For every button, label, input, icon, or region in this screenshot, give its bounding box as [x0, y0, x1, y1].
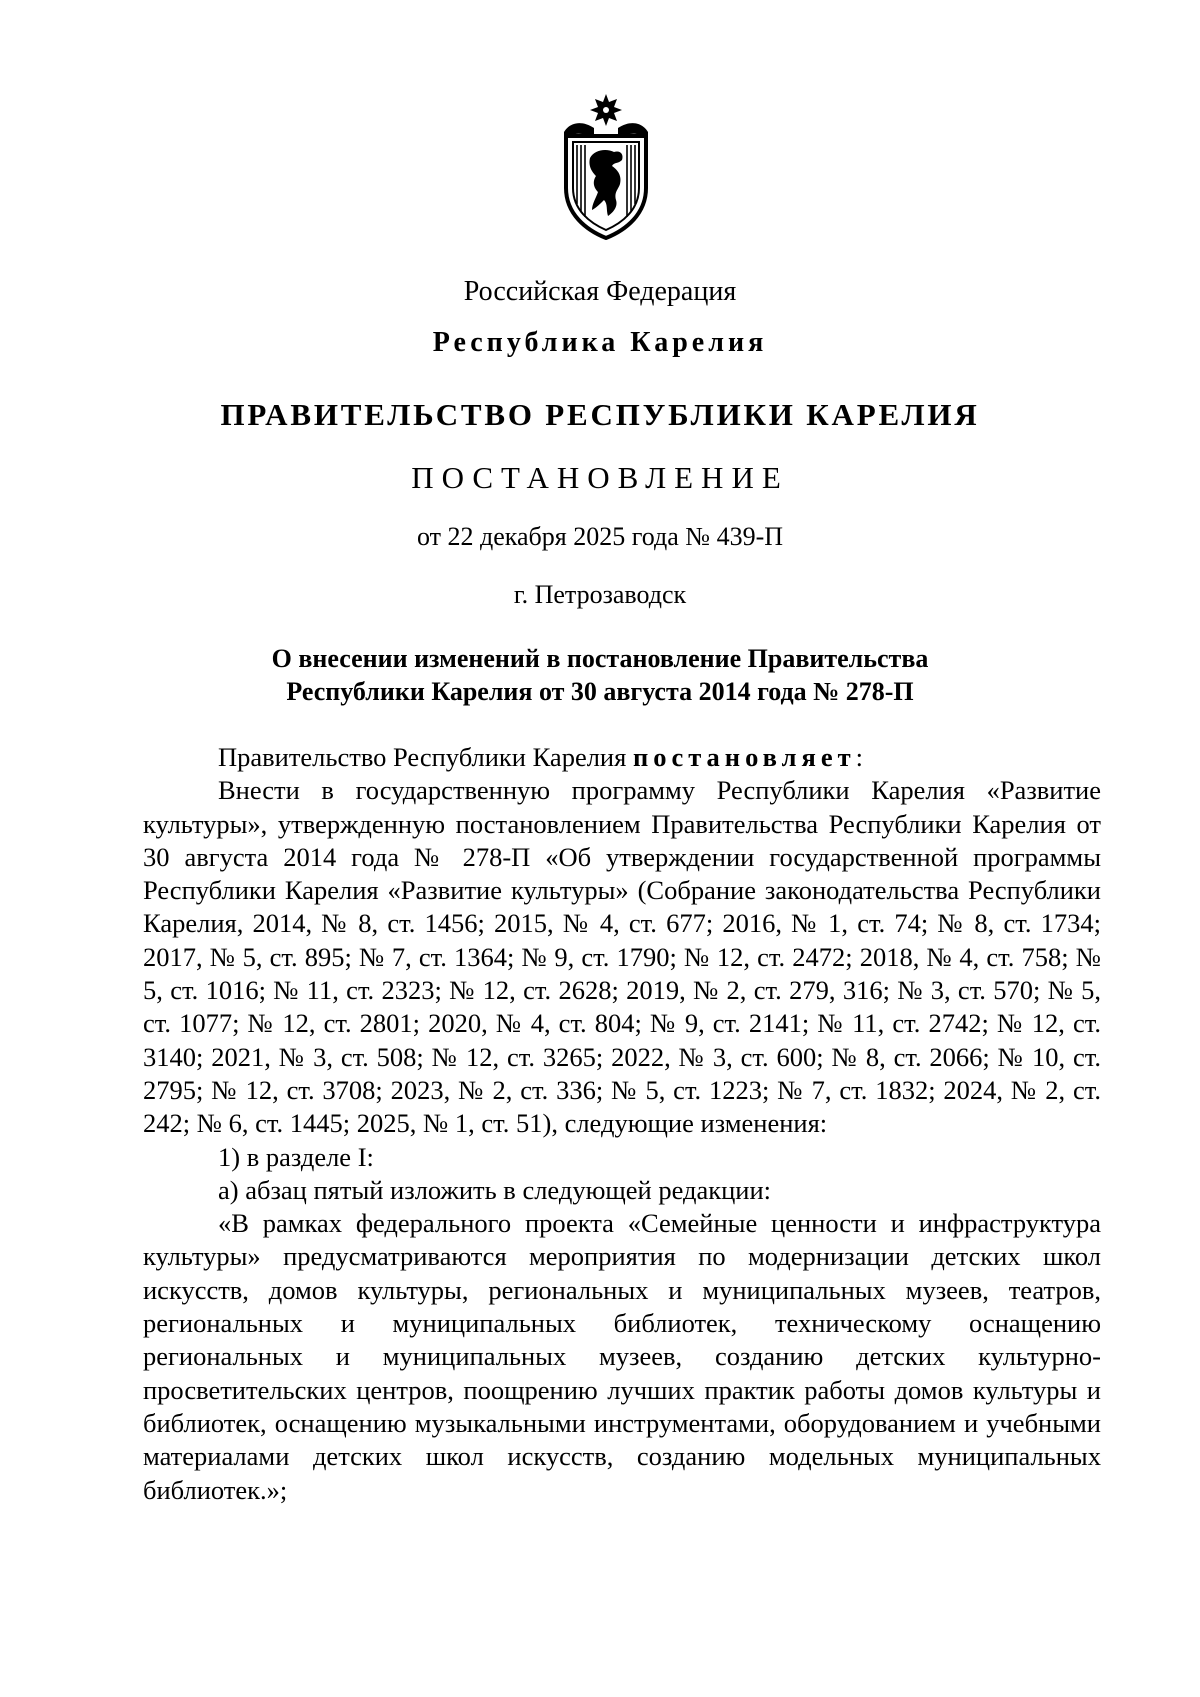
republic-name: Республика Карелия — [432, 327, 768, 358]
document-city: г. Петрозаводск — [513, 580, 687, 609]
karelia-coat-of-arms-icon — [556, 92, 656, 240]
document-subject — [150, 642, 1050, 708]
intro-verb: постановляет — [632, 742, 856, 772]
government-name: ПРАВИТЕЛЬСТВО РЕСПУБЛИКИ КАРЕЛИЯ — [220, 397, 980, 432]
paragraph-2: 1) в разделе I: — [218, 1141, 374, 1172]
country-name: Российская Федерация — [463, 276, 737, 307]
paragraph-4: «В рамках федерального проекта «Семейные ценности и инфраструктура культуры» предусматриваются мероприятия по модернизации детских школ искусств, домов культуры, региональных и муниципальных музеев, театров, региональных и муниципальных библиотек, техническому оснащению региональных и муниципальных музеев, созданию детских культурно-просветительских центров, поощрению лучших практик работы домов культуры и библиотек, оснащению музыкальными инструментами, оборудованием и учебными материалами детских школ искусств, созданию модельных муниципальных библиотек.»; — [143, 1208, 1101, 1505]
paragraph-3: а) абзац пятый изложить в следующей редакции: — [218, 1174, 772, 1205]
subject-line-1: О внесении изменений в постановление Правительства — [271, 644, 929, 673]
intro-end: : — [855, 742, 863, 772]
subject-line-2: Республики Карелия от 30 августа 2014 года № 278-П — [286, 677, 914, 706]
intro-paragraph — [143, 741, 1101, 774]
intro-text: Правительство Республики Карелия — [218, 742, 633, 772]
document-date-number: от 22 декабря 2025 года № 439-П — [416, 522, 784, 551]
document-body — [143, 741, 1101, 1507]
document-type: ПОСТАНОВЛЕНИЕ — [411, 460, 789, 495]
paragraph-1: Внести в государственную программу Республики Карелия «Развитие культуры», утвержденную постановлением Правительства Республики Карелия от 30 августа 2014 года № 278-П «Об утверждении государственной программы Республики Карелия «Развитие культуры» (Собрание законодательства Республики Карелия, 2014, № 8, ст. 1456; 2015, № 4, ст. 677; 2016, № 1, ст. 74; № 8, ст. 1734; 2017, № 5, ст. 895; № 7, ст. 1364; № 9, ст. 1790; № 12, ст. 2472; 2018, № 4, ст. 758; № 5, ст. 1016; № 11, ст. 2323; № 12, ст. 2628; 2019, № 2, ст. 279, 316; № 3, ст. 570; № 5, ст. 1077; № 12, ст. 2801; 2020, № 4, ст. 804; № 9, ст. 2141; № 11, ст. 2742; № 12, ст. 3140; 2021, № 3, ст. 508; № 12, ст. 3265; 2022, № 3, ст. 600; № 8, ст. 2066; № 10, ст. 2795; № 12, ст. 3708; 2023, № 2, ст. 336; № 5, ст. 1223; № 7, ст. 1832; 2024, № 2, ст. 242; № 6, ст. 1445; 2025, № 1, ст. 51), следующие изменения: — [143, 775, 1101, 1139]
